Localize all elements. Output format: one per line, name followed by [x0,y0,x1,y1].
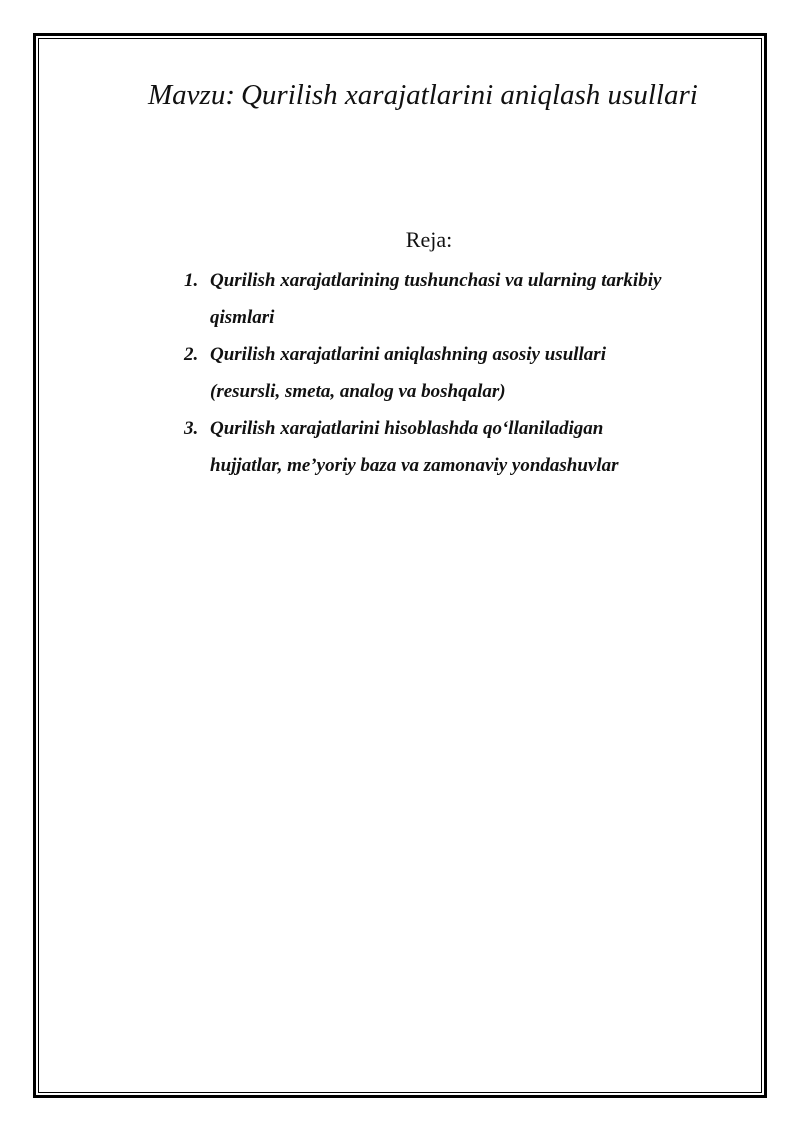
plan-item-line: hujjatlar, me’yoriy baza va zamonaviy yondashuvlar [210,455,619,476]
plan-item-line: Qurilish xarajatlarini aniqlashning asosiy usullari [210,344,606,365]
plan-list [184,262,744,484]
title-label: Mavzu: [148,79,235,111]
plan-item-line: Qurilish xarajatlarini hisoblashda qo‘llaniladigan [210,418,604,439]
plan-item-line: Qurilish xarajatlarining tushunchasi va ularning tarkibiy [210,270,662,291]
plan-heading: Reja: [405,227,453,252]
plan-item-1 [184,262,744,336]
plan-item-3 [184,410,744,484]
plan-item-number: 1. [184,270,199,291]
plan-item-line: qismlari [210,307,275,328]
page-border-inner [38,38,762,1093]
plan-item-number: 3. [184,418,199,439]
plan-item-line: (resursli, smeta, analog va boshqalar) [210,381,506,402]
document-title [148,76,698,114]
title-text: Qurilish xarajatlarini aniqlash usullari [240,79,698,111]
plan-item-number: 2. [184,344,199,365]
plan-item-2 [184,336,744,410]
